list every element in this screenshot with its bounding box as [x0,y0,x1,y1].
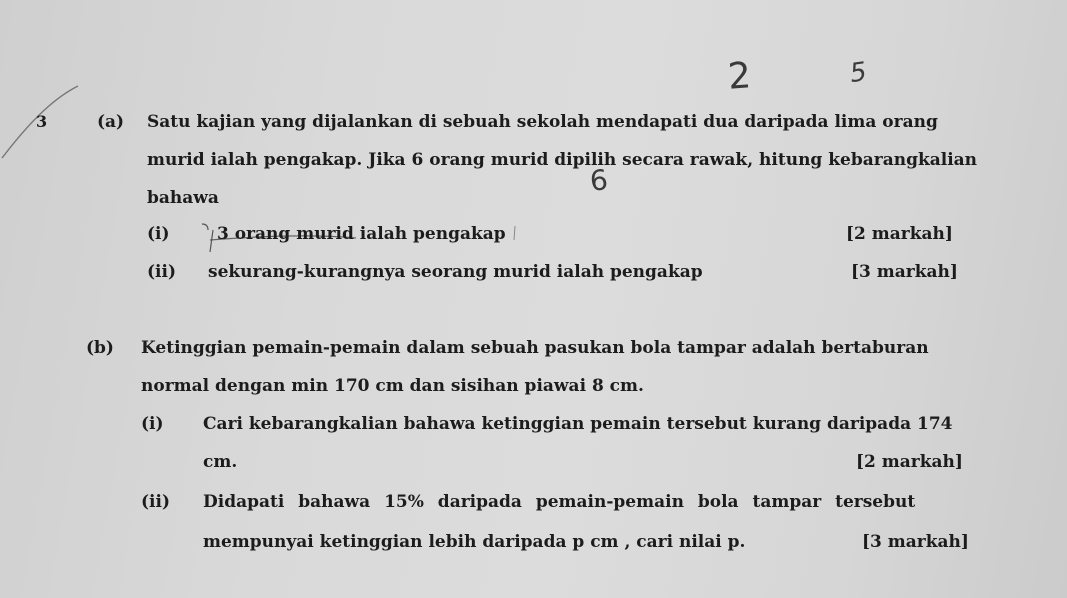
marks-label: [2 markah] [846,224,953,244]
part-a-line: Satu kajian yang dijalankan di sebuah sekolah mendapati dua daripada lima orang [147,112,938,132]
part-b-item-text: Cari kebarangkalian bahawa ketinggian pemain tersebut kurang daripada 174 [203,414,953,434]
handwritten-mark: 5 [847,56,869,90]
part-b-item-label: (i) [141,414,164,434]
part-b-item-text: mempunyai ketinggian lebih daripada p cm , cari nilai p. [203,532,746,552]
question-number: 3 [36,112,48,131]
part-b-label: (b) [86,338,114,358]
marks-label: [3 markah] [851,262,958,282]
part-b-item-label: (ii) [141,492,171,512]
marks-label: [3 markah] [862,532,969,552]
part-a-item-text: sekurang-kurangnya seorang murid ialah pengakap [208,262,703,282]
part-a-item-label: (ii) [147,262,177,282]
handwritten-mark: 6 [588,163,610,198]
part-b-item-text: Didapati bahawa 15% daripada pemain-pemain bola tampar tersebut [203,492,916,512]
part-a-item-text: 3 orang murid ialah pengakap [217,224,506,244]
part-b-item-text: cm. [203,452,238,472]
part-b-line: Ketinggian pemain-pemain dalam sebuah pasukan bola tampar adalah bertaburan [141,338,929,358]
handwritten-mark: 2 [726,55,753,98]
part-a-line: bahawa [147,188,219,208]
marks-label: [2 markah] [856,452,963,472]
part-a-label: (a) [97,112,125,132]
part-a-item-label: (i) [147,224,170,244]
part-a-line: murid ialah pengakap. Jika 6 orang murid dipilih secara rawak, hitung kebarangkalian [147,150,978,170]
part-b-line: normal dengan min 170 cm dan sisihan piawai 8 cm. [141,376,644,396]
